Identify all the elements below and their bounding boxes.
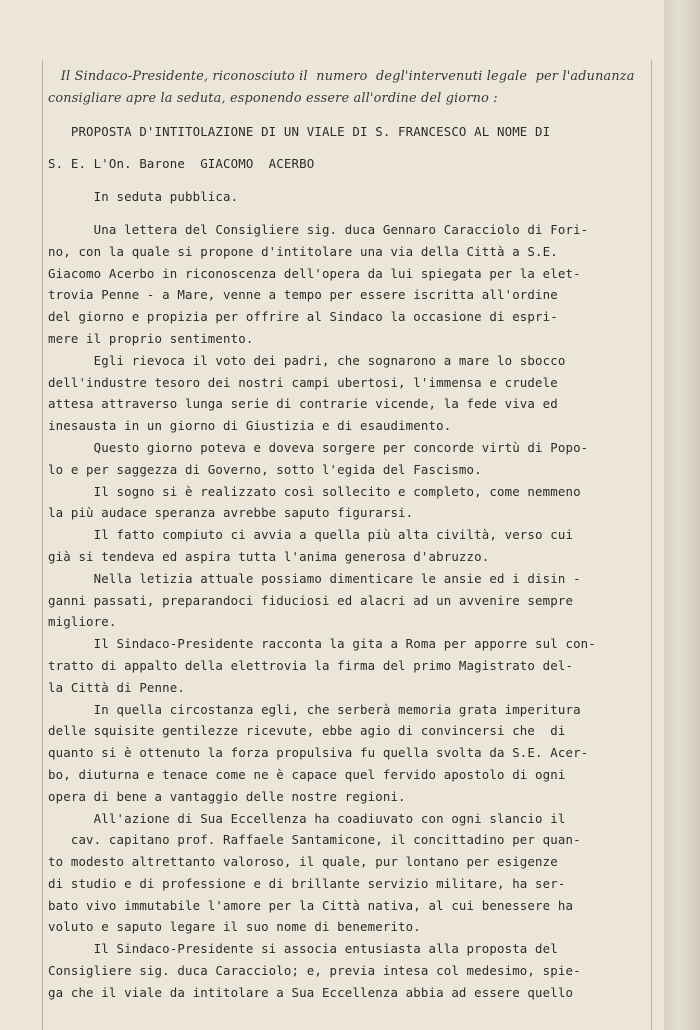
- header-line: Il Sindaco-Presidente, riconosciuto il numero degl'intervenuti legale per l'adunanza: [48, 69, 635, 84]
- body-line: trovia Penne - a Mare, venne a tempo per essere iscritta all'ordine: [48, 287, 558, 303]
- body-line: cav. capitano prof. Raffaele Santamicone, il concittadino per quan-: [48, 832, 581, 848]
- body-line: attesa attraverso lunga serie di contrarie vicende, la fede viva ed: [48, 396, 558, 412]
- body-line: voluto e saputo legare il suo nome di benemerito.: [48, 919, 421, 935]
- minutes-body: [48, 219, 652, 1004]
- body-line: quanto si è ottenuto la forza propulsiva fu quella svolta da S.E. Acer-: [48, 745, 589, 761]
- body-line: Consigliere sig. duca Caracciolo; e, previa intesa col medesimo, spie-: [48, 963, 581, 979]
- body-line: Il sogno si è realizzato così sollecito e completo, come nemmeno: [48, 483, 581, 499]
- body-line: bato vivo immutabile l'amore per la Città nativa, al cui benessere ha: [48, 897, 574, 913]
- subject-line: PROPOSTA D'INTITOLAZIONE DI UN VIALE DI S. FRANCESCO AL NOME DI: [48, 123, 551, 139]
- page-edge: [664, 0, 700, 1030]
- document-text: [48, 66, 652, 1004]
- body-line: Una lettera del Consigliere sig. duca Gennaro Caracciolo di Fori-: [48, 221, 589, 237]
- body-line: Egli rievoca il voto dei padri, che sognarono a mare lo sbocco: [48, 352, 566, 368]
- body-line: Nella letizia attuale possiamo dimenticare le ansie ed i disin -: [48, 570, 581, 586]
- body-line: Il Sindaco-Presidente racconta la gita a Roma per apporre sul con-: [48, 636, 596, 652]
- body-line: lo e per saggezza di Governo, sotto l'egida del Fascismo.: [48, 461, 482, 477]
- body-line: Il fatto compiuto ci avvia a quella più alta civiltà, verso cui: [48, 527, 574, 543]
- body-line: opera di bene a vantaggio delle nostre regioni.: [48, 788, 406, 804]
- body-line: tratto di appalto della elettrovia la firma del primo Magistrato del-: [48, 657, 574, 673]
- body-line: la più audace speranza avrebbe saputo figurarsi.: [48, 505, 414, 521]
- body-line: bo, diuturna e tenace come ne è capace quel fervido apostolo di ogni: [48, 766, 566, 782]
- body-line: no, con la quale si propone d'intitolare una via della Città a S.E.: [48, 243, 558, 259]
- body-line: All'azione di Sua Eccellenza ha coadiuvato con ogni slancio il: [48, 810, 566, 826]
- left-margin-rule: [42, 60, 43, 1030]
- body-line: ganni passati, preparandoci fiduciosi ed alacri ad un avvenire sempre: [48, 592, 574, 608]
- body-line: già si tendeva ed aspira tutta l'anima generosa d'abruzzo.: [48, 548, 490, 564]
- body-line: di studio e di professione e di brillante servizio militare, ha ser-: [48, 875, 566, 891]
- header-line: consigliare apre la seduta, esponendo essere all'ordine del giorno :: [48, 90, 498, 106]
- body-line: dell'industre tesoro dei nostri campi ubertosi, l'immensa e crudele: [48, 374, 558, 390]
- session-line: In seduta pubblica.: [48, 189, 239, 205]
- body-line: In quella circostanza egli, che serberà memoria grata imperitura: [48, 701, 581, 717]
- body-line: migliore.: [48, 614, 117, 630]
- body-line: la Città di Penne.: [48, 679, 185, 695]
- body-line: inesausta in un giorno di Giustizia e di esaudimento.: [48, 418, 452, 434]
- body-line: Questo giorno poteva e doveva sorgere per concorde virtù di Popo-: [48, 439, 589, 455]
- body-line: ga che il viale da intitolare a Sua Eccellenza abbia ad essere quello: [48, 984, 574, 1000]
- body-line: del giorno e propizia per offrire al Sindaco la occasione di espri-: [48, 309, 558, 325]
- body-line: to modesto altrettanto valoroso, il quale, pur lontano per esigenze: [48, 854, 558, 870]
- body-line: mere il proprio sentimento.: [48, 330, 254, 346]
- body-line: Giacomo Acerbo in riconoscenza dell'opera da lui spiegata per la elet-: [48, 265, 581, 281]
- subject-line: S. E. L'On. Barone GIACOMO ACERBO: [48, 156, 315, 172]
- body-line: Il Sindaco-Presidente si associa entusiasta alla proposta del: [48, 941, 558, 957]
- body-line: delle squisite gentilezze ricevute, ebbe agio di convincersi che di: [48, 723, 566, 739]
